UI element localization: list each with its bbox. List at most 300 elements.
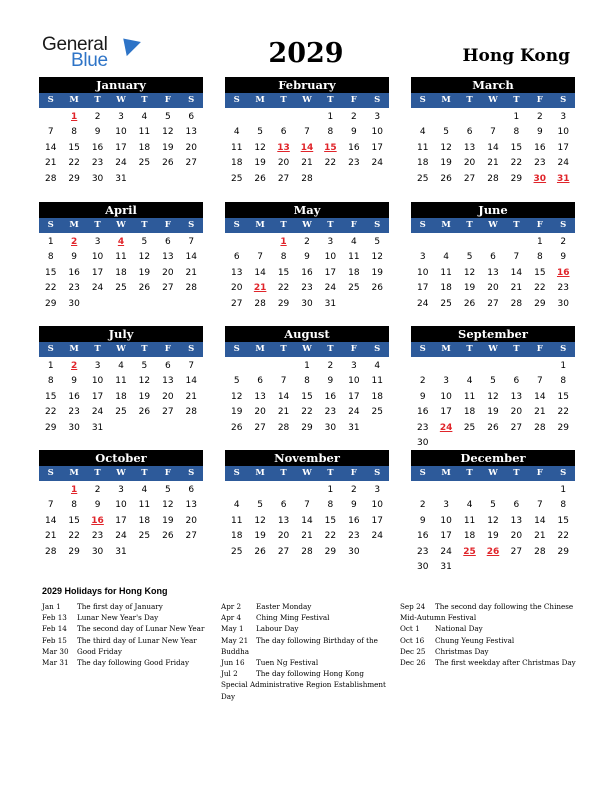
day: 29	[534, 298, 546, 309]
day: 28	[277, 422, 290, 433]
day: 14	[185, 376, 197, 387]
weekday-label: S	[233, 468, 240, 478]
day: 8	[536, 252, 543, 263]
day: 20	[185, 142, 197, 153]
weekday-label: T	[280, 95, 287, 105]
day: 21	[534, 531, 546, 542]
day-grid	[225, 110, 389, 187]
day: 4	[233, 127, 240, 138]
day: 1	[327, 112, 334, 122]
day: 10	[416, 267, 429, 278]
day: 16	[301, 267, 313, 278]
day: 12	[138, 252, 151, 263]
weekday-label: F	[350, 95, 357, 105]
day: 6	[164, 237, 171, 247]
day: 1	[304, 361, 310, 371]
day: 27	[185, 158, 197, 169]
day: 23	[68, 283, 80, 294]
day-grid	[39, 235, 203, 312]
day: 1	[47, 237, 54, 247]
day: 5	[257, 127, 263, 138]
weekday-header	[225, 93, 389, 108]
holiday-name: The first day of January	[77, 602, 163, 611]
day: 10	[91, 252, 104, 263]
day: 31	[324, 298, 337, 309]
day: 17	[91, 267, 104, 278]
day: 29	[44, 298, 57, 309]
holiday-item	[400, 623, 580, 634]
day: 11	[440, 267, 452, 278]
holiday-name: The second day following the Chinese Mid-Autumn Festival	[400, 602, 574, 623]
weekday-header	[39, 466, 203, 481]
day: 18	[138, 142, 151, 153]
weekday-label: T	[513, 220, 520, 230]
weekday-label: M	[441, 468, 451, 478]
day: 30	[91, 173, 104, 184]
day: 8	[327, 127, 334, 138]
holiday-name: Good Friday	[77, 646, 122, 656]
empty-cell	[272, 110, 295, 125]
weekday-label: W	[116, 95, 126, 105]
day-grid	[225, 359, 389, 436]
weekday-header	[225, 218, 389, 233]
holiday-name: Ching Ming Festival	[256, 613, 330, 623]
day: 15	[324, 515, 337, 526]
day: 30	[68, 298, 80, 309]
holiday-date: Oct 1	[400, 624, 420, 634]
month-august	[225, 326, 389, 436]
holiday-item	[221, 635, 391, 657]
month-name: November	[225, 450, 389, 466]
day: 24	[324, 283, 337, 294]
month-december	[411, 450, 575, 575]
empty-cell	[248, 483, 271, 498]
holiday-name: The day following Hong Kong Special Administrative Region Establishment Day	[221, 669, 386, 701]
day: 21	[277, 407, 290, 418]
weekday-label: T	[513, 468, 520, 478]
day: 27	[254, 422, 266, 433]
day: 11	[230, 142, 243, 153]
day: 26	[254, 546, 266, 557]
day: 24	[115, 158, 127, 169]
day: 11	[138, 127, 151, 138]
holiday-item	[42, 657, 212, 668]
day: 23	[68, 407, 80, 418]
day: 22	[44, 407, 57, 418]
empty-cell	[481, 359, 504, 374]
day: 12	[230, 391, 243, 402]
day: 12	[487, 391, 499, 402]
day: 18	[371, 391, 383, 402]
day: 22	[324, 531, 337, 542]
month-july	[39, 326, 203, 436]
day: 8	[280, 252, 287, 263]
day: 20	[230, 283, 243, 294]
holiday-day: 16	[91, 515, 104, 526]
day: 24	[371, 158, 383, 169]
empty-cell	[434, 235, 457, 250]
day: 26	[463, 298, 476, 309]
day: 25	[463, 422, 476, 433]
day: 23	[534, 158, 546, 169]
day: 16	[348, 142, 360, 153]
day: 22	[510, 158, 523, 169]
day: 23	[91, 158, 104, 169]
day: 11	[463, 515, 476, 526]
day: 25	[138, 158, 151, 169]
day: 1	[513, 112, 520, 122]
weekday-label: W	[488, 468, 498, 478]
month-march	[411, 77, 575, 187]
holiday-name: The third day of Lunar New Year	[77, 635, 197, 645]
day: 13	[162, 376, 174, 387]
day: 26	[254, 173, 266, 184]
empty-cell	[481, 110, 504, 125]
holiday-date: May 21	[221, 635, 249, 645]
day: 6	[188, 112, 195, 122]
holiday-day: 1	[280, 237, 287, 247]
day: 6	[466, 127, 473, 138]
weekday-label: M	[69, 468, 79, 478]
day: 22	[44, 283, 57, 294]
day: 8	[560, 376, 567, 387]
day: 14	[301, 515, 313, 526]
weekday-label: T	[466, 344, 473, 354]
day: 2	[94, 485, 101, 495]
day: 5	[141, 361, 148, 371]
month-name: October	[39, 450, 203, 466]
day: 5	[164, 112, 171, 122]
weekday-label: M	[255, 220, 265, 230]
day: 13	[254, 391, 266, 402]
weekday-label: T	[94, 220, 101, 230]
day: 21	[185, 391, 197, 402]
day: 13	[185, 500, 197, 511]
holiday-item	[42, 601, 212, 612]
day: 2	[419, 500, 426, 511]
day: 17	[348, 391, 360, 402]
day: 9	[71, 376, 77, 387]
weekday-label: T	[327, 220, 334, 230]
day: 12	[487, 515, 499, 526]
holiday-name: Lunar New Year's Day	[77, 613, 159, 623]
day: 20	[277, 531, 290, 542]
day: 28	[534, 546, 546, 557]
holiday-name: Tuen Ng Festival	[256, 658, 319, 668]
day: 4	[118, 361, 124, 371]
day: 11	[416, 142, 429, 153]
day: 22	[324, 158, 337, 169]
holiday-date: Jun 16	[221, 658, 245, 668]
day: 15	[510, 142, 523, 153]
weekday-header	[39, 342, 203, 357]
empty-cell	[411, 483, 434, 498]
day: 5	[490, 500, 496, 511]
weekday-header	[225, 466, 389, 481]
day: 21	[534, 407, 546, 418]
holiday-day: 25	[463, 546, 476, 557]
weekday-header	[411, 93, 575, 108]
month-name: May	[225, 202, 389, 218]
day: 7	[47, 127, 54, 138]
day: 16	[68, 391, 80, 402]
holiday-day: 16	[556, 267, 570, 278]
weekday-label: W	[116, 344, 126, 354]
empty-cell	[39, 110, 62, 125]
day: 26	[440, 173, 452, 184]
day: 5	[257, 500, 263, 511]
day: 23	[416, 422, 429, 433]
holiday-name: Labour Day	[256, 624, 299, 634]
day: 3	[443, 376, 449, 387]
holiday-date: Feb 15	[42, 635, 67, 645]
day: 12	[254, 515, 266, 526]
day: 6	[280, 500, 287, 511]
day: 29	[557, 422, 569, 433]
empty-cell	[528, 359, 551, 374]
empty-cell	[225, 110, 248, 125]
empty-cell	[434, 483, 457, 498]
weekday-label: W	[116, 468, 126, 478]
day: 31	[91, 422, 104, 433]
holiday-date: Jan 1	[42, 602, 61, 611]
holiday-name: The first weekday after Christmas Day	[435, 658, 576, 668]
weekday-label: F	[164, 468, 171, 478]
holiday-date: Dec 26	[400, 658, 426, 668]
day: 7	[490, 127, 496, 138]
holiday-name: Christmas Day	[435, 646, 489, 656]
empty-cell	[434, 359, 457, 374]
day: 23	[91, 531, 104, 542]
weekday-label: T	[513, 344, 520, 354]
day: 19	[138, 391, 151, 402]
day: 9	[94, 127, 101, 138]
day: 2	[94, 112, 101, 122]
day-grid	[39, 483, 203, 560]
day: 31	[348, 422, 360, 433]
day: 10	[371, 127, 383, 138]
day: 11	[371, 376, 383, 387]
day: 27	[510, 422, 523, 433]
weekday-label: F	[164, 95, 171, 105]
day: 28	[44, 173, 57, 184]
day: 7	[188, 361, 195, 371]
month-september	[411, 326, 575, 451]
day: 12	[138, 376, 151, 387]
day: 18	[440, 283, 452, 294]
day: 4	[141, 112, 148, 122]
day: 18	[230, 158, 243, 169]
day: 3	[560, 112, 567, 122]
month-april	[39, 202, 203, 312]
day: 30	[416, 437, 429, 448]
day: 9	[419, 391, 426, 402]
month-name: February	[225, 77, 389, 93]
weekday-label: M	[69, 344, 79, 354]
weekday-label: F	[164, 344, 171, 354]
day: 25	[115, 283, 127, 294]
day: 30	[416, 561, 429, 572]
weekday-label: S	[188, 468, 195, 478]
weekday-label: T	[466, 95, 473, 105]
day: 22	[277, 283, 290, 294]
holiday-item	[400, 657, 580, 668]
day: 17	[557, 142, 569, 153]
day: 10	[371, 500, 383, 511]
day: 18	[230, 531, 243, 542]
day: 8	[327, 500, 334, 511]
day: 10	[440, 515, 452, 526]
holiday-item	[400, 646, 580, 657]
day: 7	[280, 376, 287, 387]
month-name: July	[39, 326, 203, 342]
day: 22	[68, 531, 80, 542]
day-grid	[411, 235, 575, 312]
empty-cell	[505, 235, 528, 250]
day: 3	[118, 485, 124, 495]
day: 17	[440, 531, 452, 542]
weekday-label: W	[488, 344, 498, 354]
holiday-date: May 1	[221, 624, 244, 634]
day: 14	[185, 252, 197, 263]
weekday-label: S	[188, 344, 195, 354]
day: 10	[91, 376, 104, 387]
day: 20	[463, 158, 476, 169]
day: 26	[371, 283, 383, 294]
day: 17	[440, 407, 452, 418]
day: 7	[188, 237, 195, 247]
holiday-day: 26	[486, 546, 500, 557]
day: 23	[348, 531, 360, 542]
holiday-name: Chung Yeung Festival	[435, 635, 515, 645]
day: 3	[94, 361, 101, 371]
day: 6	[188, 485, 195, 495]
day: 20	[510, 531, 523, 542]
empty-cell	[272, 359, 295, 374]
day: 16	[416, 531, 429, 542]
day: 16	[416, 407, 429, 418]
weekday-label: T	[94, 95, 101, 105]
day: 5	[374, 237, 381, 247]
empty-cell	[411, 235, 434, 250]
empty-cell	[505, 483, 528, 498]
day: 19	[254, 158, 266, 169]
day: 26	[138, 407, 151, 418]
day: 20	[277, 158, 290, 169]
day: 15	[277, 267, 290, 278]
weekday-label: F	[350, 344, 357, 354]
day: 28	[534, 422, 546, 433]
day: 27	[162, 407, 174, 418]
day: 16	[348, 515, 360, 526]
day: 14	[254, 267, 266, 278]
holiday-date: Apr 4	[221, 613, 242, 623]
day: 13	[185, 127, 197, 138]
weekday-label: F	[350, 468, 357, 478]
weekday-label: M	[255, 344, 265, 354]
weekday-label: S	[188, 220, 195, 230]
month-february	[225, 77, 389, 187]
day: 3	[350, 361, 357, 371]
day: 6	[513, 500, 520, 511]
day: 5	[141, 237, 148, 247]
weekday-label: T	[327, 344, 334, 354]
day: 15	[534, 267, 546, 278]
empty-cell	[458, 483, 481, 498]
day: 9	[350, 500, 357, 511]
holiday-column	[42, 601, 212, 668]
day: 19	[254, 531, 266, 542]
day: 23	[557, 283, 569, 294]
day: 15	[68, 142, 80, 153]
day: 30	[324, 422, 337, 433]
weekday-label: S	[560, 95, 567, 105]
weekday-label: T	[141, 468, 148, 478]
day: 21	[510, 283, 523, 294]
weekday-label: T	[141, 220, 148, 230]
day: 14	[487, 142, 499, 153]
day-grid	[39, 110, 203, 187]
holiday-item	[42, 623, 212, 634]
day: 17	[371, 142, 383, 153]
empty-cell	[411, 359, 434, 374]
day: 26	[487, 422, 499, 433]
day: 19	[463, 283, 476, 294]
day: 17	[115, 142, 127, 153]
holiday-day: 1	[71, 485, 78, 495]
month-october	[39, 450, 203, 560]
holiday-day: 24	[439, 422, 453, 433]
day-grid	[39, 359, 203, 436]
weekday-label: T	[141, 344, 148, 354]
day: 19	[230, 407, 243, 418]
day: 7	[257, 252, 263, 263]
day: 27	[230, 298, 243, 309]
day: 29	[510, 173, 523, 184]
day: 15	[44, 391, 57, 402]
month-january	[39, 77, 203, 187]
day: 22	[534, 283, 546, 294]
weekday-header	[225, 342, 389, 357]
weekday-header	[39, 218, 203, 233]
day: 21	[301, 531, 313, 542]
day: 24	[348, 407, 360, 418]
day: 19	[487, 531, 499, 542]
month-name: April	[39, 202, 203, 218]
day: 4	[233, 500, 240, 511]
day: 26	[230, 422, 243, 433]
holiday-name: National Day	[435, 624, 483, 634]
weekday-label: S	[419, 344, 426, 354]
day: 3	[374, 485, 381, 495]
empty-cell	[458, 235, 481, 250]
empty-cell	[505, 359, 528, 374]
day: 18	[416, 158, 429, 169]
day: 28	[185, 283, 197, 294]
day: 26	[138, 283, 151, 294]
day: 2	[536, 112, 543, 122]
weekday-label: S	[233, 344, 240, 354]
day: 24	[91, 283, 104, 294]
weekday-label: F	[536, 344, 543, 354]
empty-cell	[411, 110, 434, 125]
day: 9	[327, 376, 334, 387]
day: 3	[443, 500, 449, 511]
day: 15	[301, 391, 313, 402]
day: 7	[304, 127, 310, 138]
month-name: March	[411, 77, 575, 93]
day: 7	[536, 376, 543, 387]
